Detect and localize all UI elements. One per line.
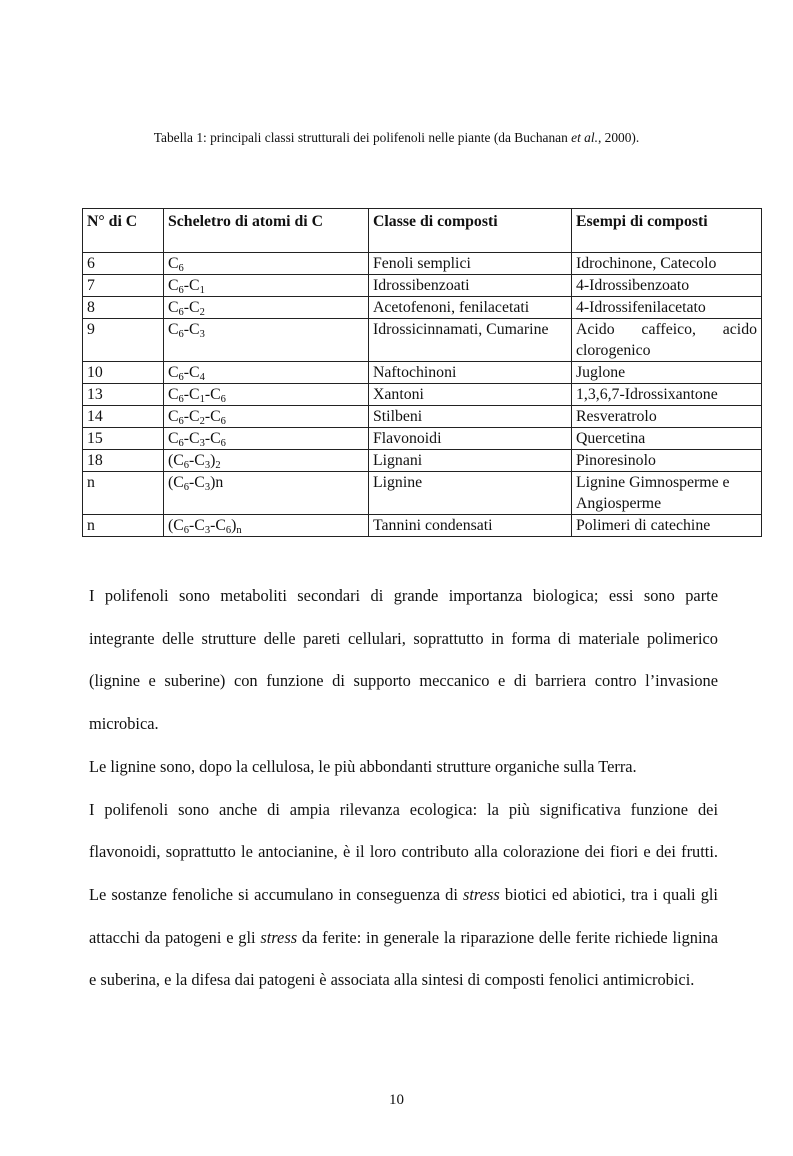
cell-skeleton: $C_6-C_3$: [164, 319, 369, 362]
cell-skeleton: $C_6$: [164, 253, 369, 275]
cell-class: Tannini condensati: [369, 515, 572, 537]
caption-suffix: , 2000).: [597, 130, 640, 145]
paragraph: Le lignine sono, dopo la cellulosa, le più abbondanti strutture organiche sulla Terra.: [89, 756, 637, 776]
cell-examples: Resveratrolo: [572, 406, 762, 428]
cell-skeleton: $C_6-C_3-C_6$: [164, 428, 369, 450]
cell-class: Naftochinoni: [369, 362, 572, 384]
cell-examples: 4-Idrossibenzoato: [572, 275, 762, 297]
cell-class: Lignani: [369, 450, 572, 472]
table-row: [83, 384, 762, 406]
cell-carbon-count: 14: [83, 406, 164, 428]
cell-skeleton: $(C_6-C_3)n$: [164, 472, 369, 515]
body-text: [89, 575, 718, 1002]
cell-skeleton: $(C_6-C_3-C_6)_n$: [164, 515, 369, 537]
cell-class: Fenoli semplici: [369, 253, 572, 275]
cell-skeleton: $C_6-C_4$: [164, 362, 369, 384]
header-skeleton: Scheletro di atomi di C: [164, 209, 369, 253]
cell-skeleton: $C_6-C_2-C_6$: [164, 406, 369, 428]
cell-class: Idrossicinnamati, Cumarine: [369, 319, 572, 362]
table-row: [83, 362, 762, 384]
cell-examples: Quercetina: [572, 428, 762, 450]
cell-skeleton: $C_6-C_1-C_6$: [164, 384, 369, 406]
cell-carbon-count: 8: [83, 297, 164, 319]
caption-italic: et al.: [571, 130, 598, 145]
header-examples: Esempi di composti: [572, 209, 762, 253]
cell-class: Lignine: [369, 472, 572, 515]
table-row: [83, 406, 762, 428]
table-header-row: [83, 209, 762, 253]
cell-examples: 1,3,6,7-Idrossixantone: [572, 384, 762, 406]
cell-examples: Polimeri di catechine: [572, 515, 762, 537]
cell-carbon-count: n: [83, 515, 164, 537]
cell-examples: Idrochinone, Catecolo: [572, 253, 762, 275]
cell-carbon-count: 13: [83, 384, 164, 406]
cell-examples: Juglone: [572, 362, 762, 384]
table-row: [83, 319, 762, 362]
cell-carbon-count: 15: [83, 428, 164, 450]
table-row: [83, 275, 762, 297]
table-row: [83, 472, 762, 515]
cell-carbon-count: 9: [83, 319, 164, 362]
cell-skeleton: $C_6-C_2$: [164, 297, 369, 319]
cell-class: Flavonoidi: [369, 428, 572, 450]
table-row: [83, 450, 762, 472]
header-class: Classe di composti: [369, 209, 572, 253]
cell-class: Xantoni: [369, 384, 572, 406]
cell-class: Acetofenoni, fenilacetati: [369, 297, 572, 319]
cell-carbon-count: 7: [83, 275, 164, 297]
table-row: [83, 428, 762, 450]
header-carbon-count: N° di C: [83, 209, 164, 253]
cell-skeleton: $(C_6-C_3)_2$: [164, 450, 369, 472]
table-row: [83, 253, 762, 275]
cell-class: Idrossibenzoati: [369, 275, 572, 297]
table-row: [83, 515, 762, 537]
cell-carbon-count: 10: [83, 362, 164, 384]
polyphenol-table: [82, 208, 762, 537]
paragraph: I polifenoli sono metaboliti secondari di grande importanza biologica; essi sono parte integrante delle strutture delle pareti cellulari, soprattutto in forma di materiale polimerico (lignine e suberine) con funzione di supporto meccanico e di barriera contro l’invasione microbica.: [89, 586, 718, 734]
cell-skeleton: $C_6-C_1$: [164, 275, 369, 297]
cell-carbon-count: n: [83, 472, 164, 515]
cell-examples: 4-Idrossifenilacetato: [572, 297, 762, 319]
table-body: [83, 253, 762, 537]
cell-examples: Lignine Gimnosperme e Angiosperme: [572, 472, 762, 515]
cell-carbon-count: 6: [83, 253, 164, 275]
page-number: 10: [389, 1092, 404, 1108]
table-row: [83, 297, 762, 319]
cell-examples: Pinoresinolo: [572, 450, 762, 472]
cell-class: Stilbeni: [369, 406, 572, 428]
caption-prefix: Tabella 1: principali classi strutturali dei polifenoli nelle piante (da Buchanan: [153, 130, 572, 145]
paragraph: I polifenoli sono anche di ampia rilevanza ecologica: la più significativa funzione dei flavonoidi, soprattutto le antocianine, è il loro contributo alla colorazione dei fiori e dei frutti. Le sostanze fenoliche si accumulano in conseguenza di stress biotici ed abiotici, tra i quali gli attacchi da patogeni e gli stress da ferite: in generale la riparazione delle ferite richiede lignina e suberina, e la difesa dai patogeni è associata alla sintesi di composti fenolici antimicrobici.: [89, 799, 718, 990]
cell-examples: Acido caffeico, acido clorogenico: [572, 319, 762, 362]
cell-carbon-count: 18: [83, 450, 164, 472]
table-caption: [0, 130, 793, 146]
